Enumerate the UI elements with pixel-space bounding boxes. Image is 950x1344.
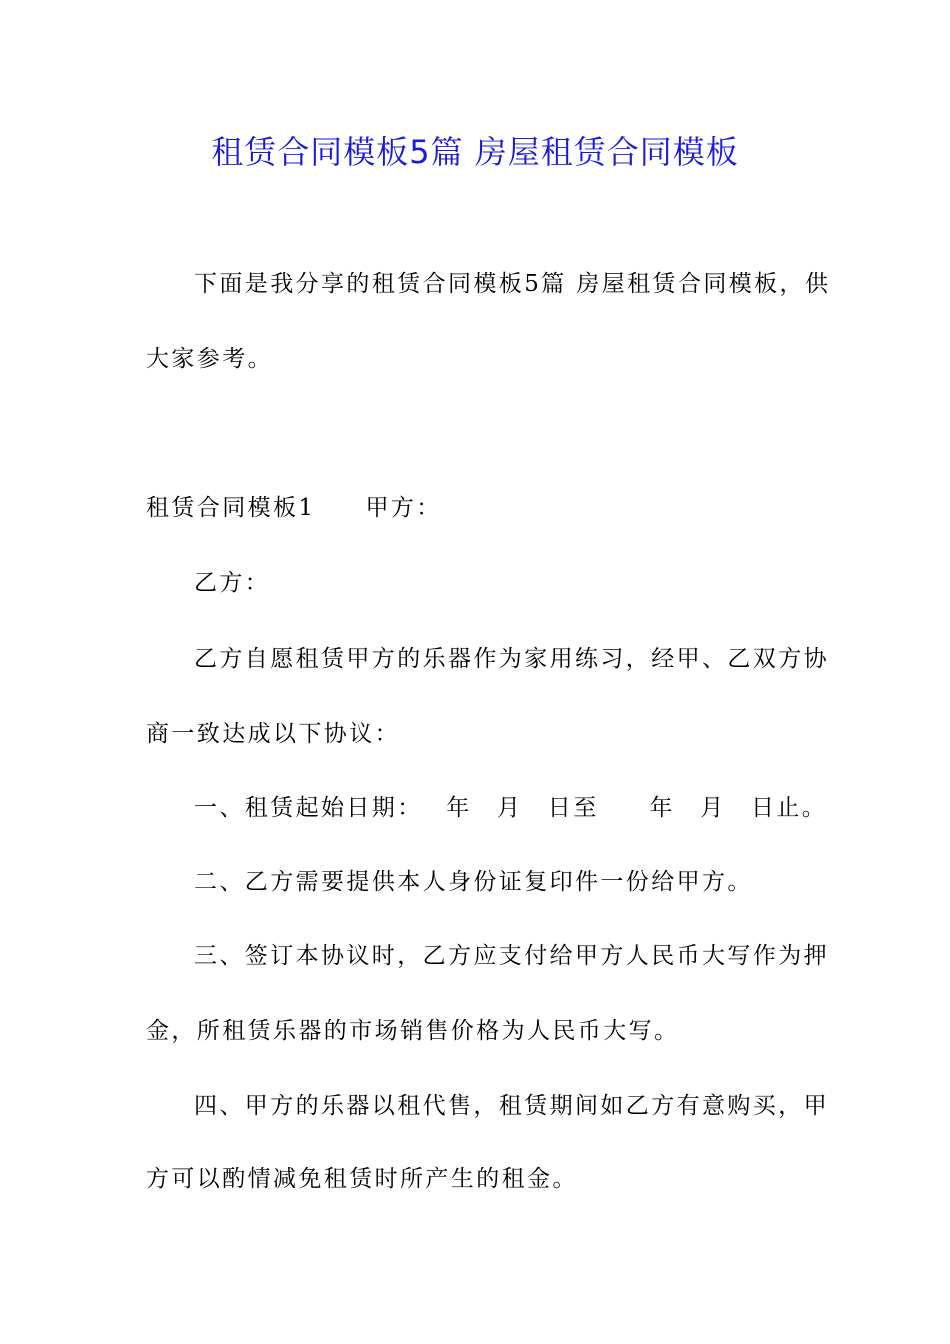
intro-line-1: 下面是我分享的租赁合同模板5篇 房屋租赁合同模板，供 bbox=[194, 271, 831, 297]
clause-2: 二、乙方需要提供本人身份证复印件一份给甲方。 bbox=[194, 869, 753, 895]
intro-line-2: 大家参考。 bbox=[146, 346, 273, 372]
clause-3-line-2: 金，所租赁乐器的市场销售价格为人民币大写。 bbox=[146, 1018, 680, 1044]
document-title: 租赁合同模板5篇 房屋租赁合同模板 bbox=[211, 133, 739, 171]
party-b-label: 乙方： bbox=[194, 570, 271, 596]
clause-3-line-1: 三、签订本协议时，乙方应支付给甲方人民币大写作为押 bbox=[194, 943, 829, 969]
clause-4-line-2: 方可以酌情减免租赁时所产生的租金。 bbox=[146, 1166, 578, 1192]
party-a-label: 甲方： bbox=[365, 495, 442, 521]
clause-4-line-1: 四、甲方的乐器以租代售，租赁期间如乙方有意购买，甲 bbox=[194, 1093, 829, 1119]
section-heading: 租赁合同模板1 bbox=[146, 495, 316, 521]
section-heading-row bbox=[146, 492, 442, 524]
preamble-line-1: 乙方自愿租赁甲方的乐器作为家用练习，经甲、乙双方协 bbox=[194, 646, 829, 672]
clause-1: 一、租赁起始日期： 年 月 日至 年 月 日止。 bbox=[194, 795, 828, 821]
preamble-line-2: 商一致达成以下协议： bbox=[146, 721, 400, 747]
